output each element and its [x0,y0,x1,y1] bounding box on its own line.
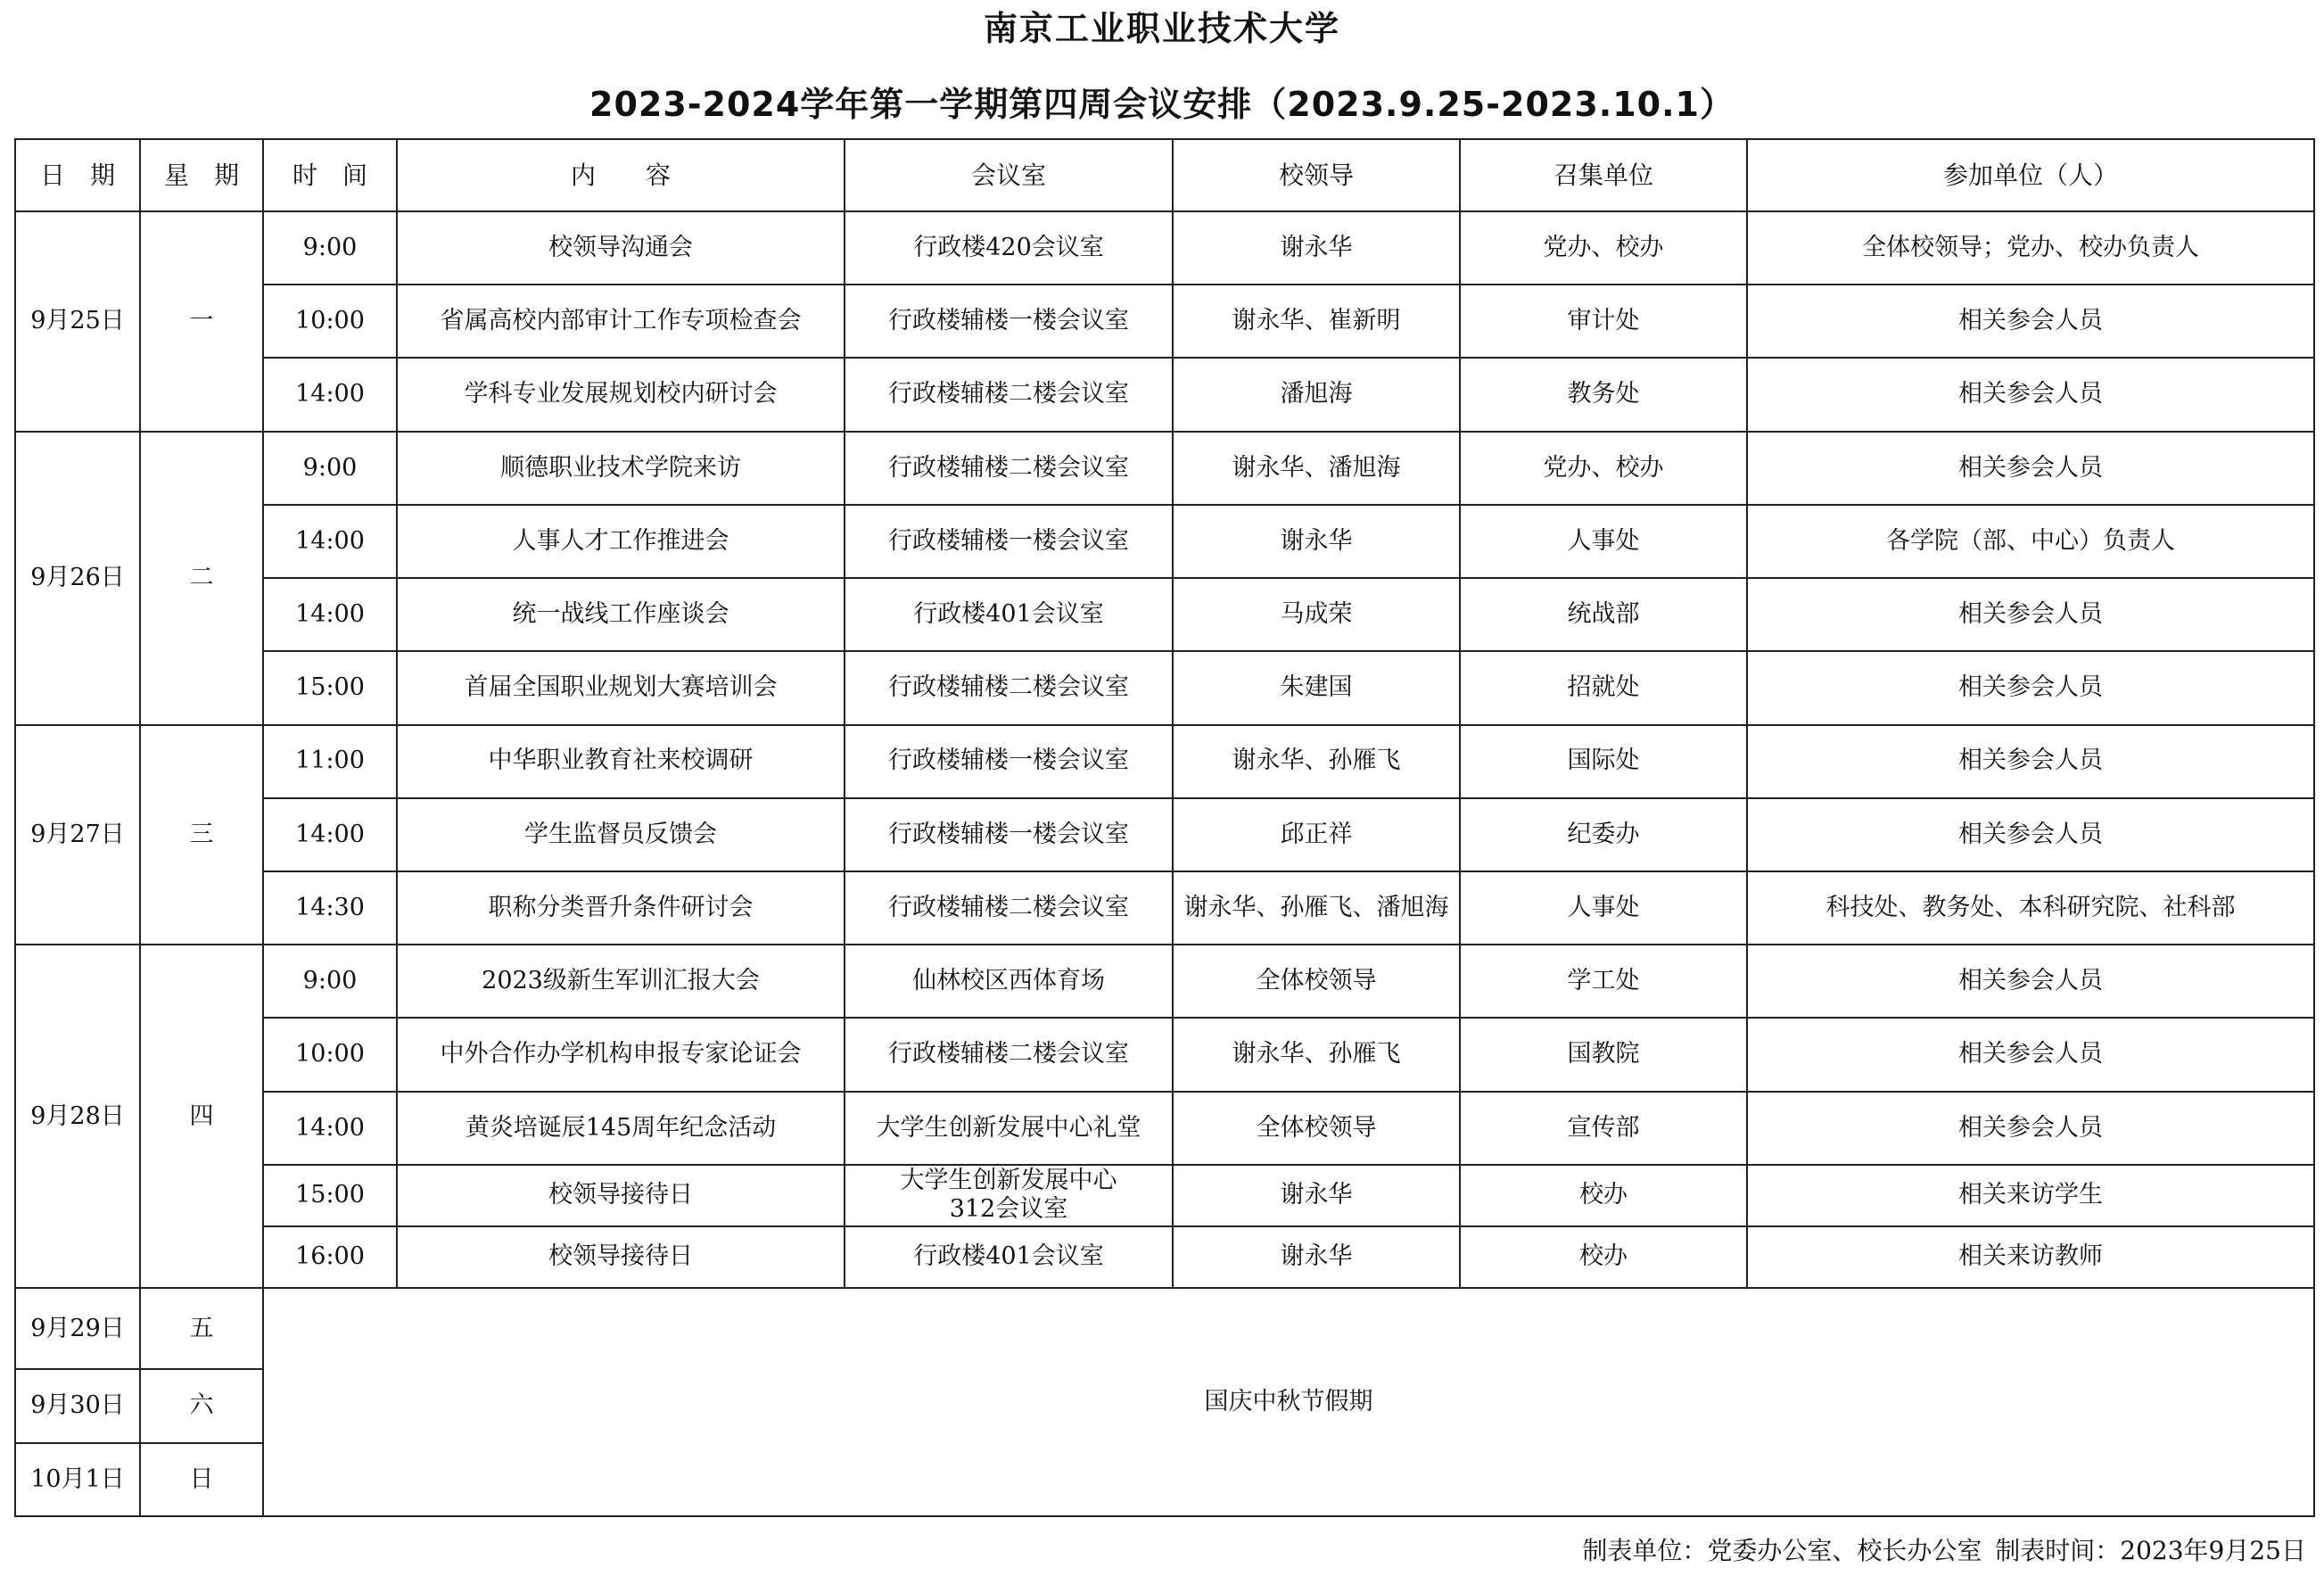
time-cell: 10:00 [263,1018,397,1091]
room-line-1: 大学生创新发展中心 [900,1167,1117,1195]
room-cell: 行政楼420会议室 [845,211,1173,285]
time-cell: 9:00 [263,945,397,1018]
date-cell: 9月27日 [15,725,140,945]
date-cell: 9月29日 [15,1288,140,1369]
header-row [15,139,2314,211]
leader-cell: 谢永华、潘旭海 [1173,432,1460,505]
room-cell: 行政楼辅楼二楼会议室 [845,871,1173,945]
attendees-cell: 相关参会人员 [1747,432,2314,505]
convener-cell: 校办 [1460,1165,1747,1226]
time-cell: 14:00 [263,578,397,651]
room-cell: 行政楼辅楼二楼会议室 [845,1018,1173,1091]
header-convener: 召集单位 [1460,139,1747,211]
weekday-cell: 四 [140,945,263,1288]
content-cell: 中外合作办学机构申报专家论证会 [397,1018,845,1091]
room-cell: 仙林校区西体育场 [845,945,1173,1018]
attendees-cell: 相关参会人员 [1747,798,2314,871]
leader-cell: 马成荣 [1173,578,1460,651]
time-cell: 16:00 [263,1226,397,1288]
convener-cell: 人事处 [1460,871,1747,945]
weekday-cell: 二 [140,432,263,725]
attendees-cell: 相关参会人员 [1747,1092,2314,1165]
leader-cell: 谢永华、孙雁飞 [1173,725,1460,798]
content-cell: 首届全国职业规划大赛培训会 [397,651,845,724]
convener-cell: 纪委办 [1460,798,1747,871]
attendees-cell: 相关参会人员 [1747,1018,2314,1091]
footer-made-time: 制表时间：2023年9月25日 [1995,1536,2306,1565]
convener-cell: 国际处 [1460,725,1747,798]
room-cell: 行政楼辅楼一楼会议室 [845,725,1173,798]
leader-cell: 邱正祥 [1173,798,1460,871]
time-cell: 10:00 [263,285,397,358]
footer-maker: 制表单位：党委办公室、校长办公室 [1582,1536,1982,1565]
table-footer [1577,1532,2306,1570]
room-cell: 行政楼辅楼一楼会议室 [845,798,1173,871]
header-time: 时 间 [263,139,397,211]
table-row [15,358,2314,431]
time-cell: 14:00 [263,1092,397,1165]
document-subtitle: 2023-2024学年第一学期第四周会议安排（2023.9.25-2023.10.1） [589,85,1735,124]
convener-cell: 教务处 [1460,358,1747,431]
time-cell: 14:00 [263,798,397,871]
convener-cell: 党办、校办 [1460,432,1747,505]
convener-cell: 招就处 [1460,651,1747,724]
content-cell: 校领导沟通会 [397,211,845,285]
table-row [15,1165,2314,1226]
meeting-schedule-table [14,138,2315,1517]
attendees-cell: 相关参会人员 [1747,725,2314,798]
content-cell: 省属高校内部审计工作专项检查会 [397,285,845,358]
room-cell: 行政楼辅楼一楼会议室 [845,285,1173,358]
weekday-cell: 六 [140,1369,263,1442]
convener-cell: 统战部 [1460,578,1747,651]
attendees-cell: 各学院（部、中心）负责人 [1747,505,2314,578]
table-row [15,1288,2314,1369]
time-cell: 9:00 [263,211,397,285]
time-cell: 14:00 [263,358,397,431]
content-cell: 2023级新生军训汇报大会 [397,945,845,1018]
convener-cell: 校办 [1460,1226,1747,1288]
convener-cell: 学工处 [1460,945,1747,1018]
leader-cell: 谢永华 [1173,1226,1460,1288]
table-row [15,1226,2314,1288]
time-cell: 11:00 [263,725,397,798]
header-date: 日 期 [15,139,140,211]
time-cell: 14:00 [263,505,397,578]
table-row [15,211,2314,285]
content-cell: 黄炎培诞辰145周年纪念活动 [397,1092,845,1165]
header-content: 内 容 [397,139,845,211]
convener-cell: 国教院 [1460,1018,1747,1091]
date-cell: 9月28日 [15,945,140,1288]
header-weekday: 星 期 [140,139,263,211]
attendees-cell: 相关来访学生 [1747,1165,2314,1226]
content-cell: 人事人才工作推进会 [397,505,845,578]
content-cell: 校领导接待日 [397,1165,845,1226]
weekday-cell: 一 [140,211,263,432]
leader-cell: 谢永华、孙雁飞、潘旭海 [1173,871,1460,945]
convener-cell: 审计处 [1460,285,1747,358]
attendees-cell: 科技处、教务处、本科研究院、社科部 [1747,871,2314,945]
date-cell: 9月25日 [15,211,140,432]
content-cell: 中华职业教育社来校调研 [397,725,845,798]
leader-cell: 谢永华 [1173,1165,1460,1226]
table-row [15,505,2314,578]
table-row [15,285,2314,358]
time-cell: 14:30 [263,871,397,945]
convener-cell: 人事处 [1460,505,1747,578]
time-cell: 9:00 [263,432,397,505]
convener-cell: 党办、校办 [1460,211,1747,285]
table-row [15,432,2314,505]
convener-cell: 宣传部 [1460,1092,1747,1165]
room-cell: 大学生创新发展中心礼堂 [845,1092,1173,1165]
table-row [15,945,2314,1018]
header-room: 会议室 [845,139,1173,211]
room-cell: 行政楼辅楼二楼会议室 [845,651,1173,724]
weekday-cell: 五 [140,1288,263,1369]
attendees-cell: 相关参会人员 [1747,358,2314,431]
leader-cell: 潘旭海 [1173,358,1460,431]
attendees-cell: 相关参会人员 [1747,945,2314,1018]
content-cell: 顺德职业技术学院来访 [397,432,845,505]
leader-cell: 谢永华 [1173,505,1460,578]
date-cell: 10月1日 [15,1443,140,1516]
attendees-cell: 相关参会人员 [1747,651,2314,724]
weekday-cell: 日 [140,1443,263,1516]
header-attendees: 参加单位（人） [1747,139,2314,211]
leader-cell: 谢永华、孙雁飞 [1173,1018,1460,1091]
content-cell: 学生监督员反馈会 [397,798,845,871]
attendees-cell: 全体校领导；党办、校办负责人 [1747,211,2314,285]
holiday-cell: 国庆中秋节假期 [263,1288,2314,1516]
table-row [15,651,2314,724]
table-row [15,725,2314,798]
table-row [15,871,2314,945]
attendees-cell: 相关来访教师 [1747,1226,2314,1288]
attendees-cell: 相关参会人员 [1747,578,2314,651]
content-cell: 职称分类晋升条件研讨会 [397,871,845,945]
attendees-cell: 相关参会人员 [1747,285,2314,358]
time-cell: 15:00 [263,651,397,724]
room-cell: 行政楼401会议室 [845,578,1173,651]
room-cell: 行政楼辅楼一楼会议室 [845,505,1173,578]
leader-cell: 谢永华、崔新明 [1173,285,1460,358]
table-row [15,1092,2314,1165]
date-cell: 9月30日 [15,1369,140,1442]
room-cell: 行政楼辅楼二楼会议室 [845,358,1173,431]
leader-cell: 谢永华 [1173,211,1460,285]
table-row [15,578,2314,651]
content-cell: 学科专业发展规划校内研讨会 [397,358,845,431]
table-row [15,798,2314,871]
leader-cell: 朱建国 [1173,651,1460,724]
room-cell: 行政楼401会议室 [845,1226,1173,1288]
table-row [15,1018,2314,1091]
content-cell: 校领导接待日 [397,1226,845,1288]
room-cell: 行政楼辅楼二楼会议室 [845,432,1173,505]
room-line-2: 312会议室 [949,1195,1068,1224]
room-cell [845,1165,1173,1226]
leader-cell: 全体校领导 [1173,1092,1460,1165]
date-cell: 9月26日 [15,432,140,725]
leader-cell: 全体校领导 [1173,945,1460,1018]
document-title: 南京工业职业技术大学 [983,9,1340,48]
header-leader: 校领导 [1173,139,1460,211]
weekday-cell: 三 [140,725,263,945]
time-cell: 15:00 [263,1165,397,1226]
content-cell: 统一战线工作座谈会 [397,578,845,651]
